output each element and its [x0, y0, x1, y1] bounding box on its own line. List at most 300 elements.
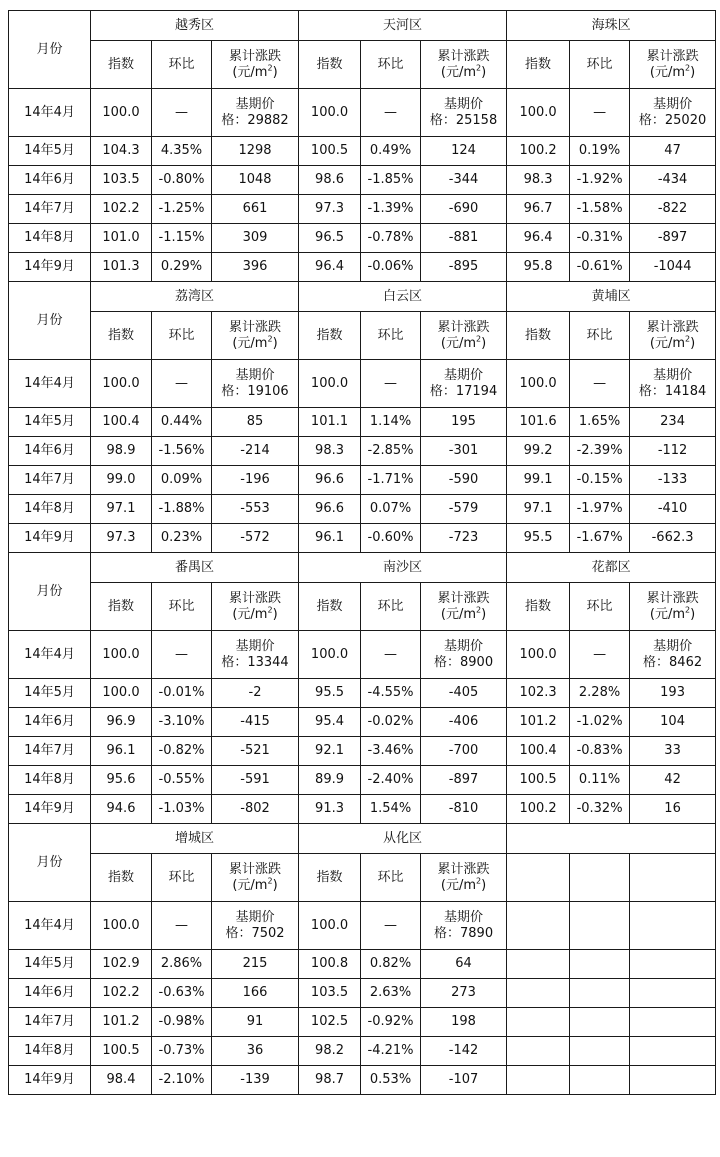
- base-price-label: 基期价: [444, 96, 484, 112]
- column-header-row: [9, 583, 716, 631]
- base-price-value: 格：29882: [221, 112, 289, 128]
- table-row: [9, 1037, 716, 1066]
- base-price-value: 格：13344: [221, 654, 289, 670]
- cumulative-change-cell: -196: [212, 466, 299, 495]
- index-cell: 96.5: [299, 224, 361, 253]
- region-name: 花都区: [507, 553, 716, 583]
- unit-label: (元/m: [649, 335, 686, 351]
- month-cell: 14年7月: [9, 1008, 91, 1037]
- table-row: [9, 495, 716, 524]
- mom-cell: —: [152, 89, 212, 137]
- mom-cell: -1.71%: [361, 466, 421, 495]
- cumulative-change-label: 累计涨跌: [229, 590, 282, 606]
- index-cell: 98.3: [299, 437, 361, 466]
- cumulative-change-cell: 47: [630, 137, 716, 166]
- mom-header: 环比: [152, 854, 212, 902]
- mom-cell: -2.39%: [570, 437, 630, 466]
- cumulative-change-cell: 215: [212, 950, 299, 979]
- mom-cell: -1.58%: [570, 195, 630, 224]
- base-price-value: 格：7890: [434, 925, 494, 941]
- index-cell: 95.5: [299, 679, 361, 708]
- cumulative-change-cell: 1048: [212, 166, 299, 195]
- mom-cell: —: [570, 89, 630, 137]
- mom-cell: —: [361, 902, 421, 950]
- cumulative-change-label: 累计涨跌: [437, 861, 490, 877]
- month-header: 月份: [9, 282, 91, 360]
- mom-cell: 0.11%: [570, 766, 630, 795]
- empty-cell: [507, 950, 570, 979]
- mom-cell: -3.46%: [361, 737, 421, 766]
- mom-cell: —: [570, 631, 630, 679]
- index-cell: 96.9: [91, 708, 152, 737]
- empty-cell: [630, 1066, 716, 1095]
- mom-cell: -0.06%: [361, 253, 421, 282]
- cumulative-change-cell: -723: [421, 524, 507, 553]
- unit-superscript: 2: [685, 605, 691, 615]
- base-price-cell: [212, 631, 299, 679]
- mom-cell: —: [361, 360, 421, 408]
- index-cell: 98.2: [299, 1037, 361, 1066]
- cumulative-change-header: [630, 583, 716, 631]
- base-price-label: 基期价: [235, 367, 275, 383]
- cumulative-change-cell: -142: [421, 1037, 507, 1066]
- index-cell: 100.4: [91, 408, 152, 437]
- index-cell: 100.0: [91, 679, 152, 708]
- mom-cell: —: [152, 902, 212, 950]
- cumulative-change-cell: -553: [212, 495, 299, 524]
- unit-superscript: 2: [476, 605, 482, 615]
- month-cell: 14年9月: [9, 1066, 91, 1095]
- month-cell: 14年7月: [9, 737, 91, 766]
- cumulative-change-cell: -112: [630, 437, 716, 466]
- unit-close: ): [272, 606, 278, 622]
- index-cell: 100.5: [299, 137, 361, 166]
- mom-header: 环比: [361, 583, 421, 631]
- base-price-label: 基期价: [444, 367, 484, 383]
- unit-label: (元/m: [649, 64, 686, 80]
- cumulative-change-cell: -662.3: [630, 524, 716, 553]
- index-cell: 100.0: [299, 902, 361, 950]
- mom-cell: —: [361, 631, 421, 679]
- base-price-label: 基期价: [653, 96, 693, 112]
- region-header-row: [9, 282, 716, 312]
- region-name: 天河区: [299, 11, 507, 41]
- cumulative-change-cell: 16: [630, 795, 716, 824]
- index-cell: 98.3: [507, 166, 570, 195]
- unit-superscript: 2: [685, 334, 691, 344]
- empty-cell: [507, 1037, 570, 1066]
- cumulative-change-label: 累计涨跌: [437, 48, 490, 64]
- index-cell: 100.5: [507, 766, 570, 795]
- column-header-row: [9, 41, 716, 89]
- mom-cell: 0.82%: [361, 950, 421, 979]
- cumulative-change-cell: 193: [630, 679, 716, 708]
- month-cell: 14年9月: [9, 795, 91, 824]
- mom-cell: -1.85%: [361, 166, 421, 195]
- month-cell: 14年9月: [9, 524, 91, 553]
- unit-label: (元/m: [232, 877, 268, 893]
- month-cell: 14年4月: [9, 902, 91, 950]
- table-row: [9, 224, 716, 253]
- column-header-row: [9, 312, 716, 360]
- mom-cell: -0.02%: [361, 708, 421, 737]
- index-cell: 102.9: [91, 950, 152, 979]
- mom-cell: —: [570, 360, 630, 408]
- index-cell: 100.0: [299, 89, 361, 137]
- mom-cell: —: [361, 89, 421, 137]
- index-header: 指数: [507, 583, 570, 631]
- unit-superscript: 2: [685, 63, 691, 73]
- mom-cell: 0.53%: [361, 1066, 421, 1095]
- cumulative-change-cell: -895: [421, 253, 507, 282]
- table-row: [9, 195, 716, 224]
- base-price-value: 格：25158: [429, 112, 498, 128]
- index-cell: 100.0: [507, 360, 570, 408]
- month-cell: 14年6月: [9, 708, 91, 737]
- month-cell: 14年7月: [9, 466, 91, 495]
- index-cell: 96.6: [299, 495, 361, 524]
- empty-cell: [570, 979, 630, 1008]
- cumulative-change-cell: -133: [630, 466, 716, 495]
- index-cell: 94.6: [91, 795, 152, 824]
- region-name: 白云区: [299, 282, 507, 312]
- base-price-label: 基期价: [444, 909, 484, 925]
- mom-header: 环比: [152, 41, 212, 89]
- table-row: [9, 89, 716, 137]
- cumulative-change-label: 累计涨跌: [229, 48, 282, 64]
- index-cell: 99.2: [507, 437, 570, 466]
- cumulative-change-label: 累计涨跌: [437, 590, 490, 606]
- unit-close: ): [690, 606, 696, 622]
- month-cell: 14年5月: [9, 137, 91, 166]
- price-index-table-container: [8, 10, 715, 1143]
- mom-header: 环比: [361, 854, 421, 902]
- cumulative-change-label: 累计涨跌: [437, 319, 490, 335]
- base-price-value: 格：8900: [434, 654, 494, 670]
- month-cell: 14年5月: [9, 408, 91, 437]
- month-header: 月份: [9, 553, 91, 631]
- table-row: [9, 1008, 716, 1037]
- unit-superscript: 2: [267, 334, 273, 344]
- index-cell: 96.4: [299, 253, 361, 282]
- cumulative-change-cell: -410: [630, 495, 716, 524]
- cumulative-change-header: [212, 583, 299, 631]
- index-header: 指数: [91, 583, 152, 631]
- unit-label: (元/m: [232, 335, 268, 351]
- index-cell: 89.9: [299, 766, 361, 795]
- mom-cell: -1.67%: [570, 524, 630, 553]
- cumulative-change-label: 累计涨跌: [229, 319, 282, 335]
- base-price-cell: [421, 902, 507, 950]
- table-row: [9, 631, 716, 679]
- month-cell: 14年8月: [9, 766, 91, 795]
- base-price-cell: [212, 360, 299, 408]
- mom-cell: -1.88%: [152, 495, 212, 524]
- table-row: [9, 253, 716, 282]
- mom-cell: -2.10%: [152, 1066, 212, 1095]
- index-cell: 98.4: [91, 1066, 152, 1095]
- index-cell: 100.0: [507, 631, 570, 679]
- cumulative-change-cell: -897: [630, 224, 716, 253]
- table-row: [9, 766, 716, 795]
- table-row: [9, 524, 716, 553]
- cumulative-change-cell: 198: [421, 1008, 507, 1037]
- empty-cell: [630, 1037, 716, 1066]
- mom-cell: 0.49%: [361, 137, 421, 166]
- base-price-cell: [421, 360, 507, 408]
- base-price-value: 格：17194: [429, 383, 498, 399]
- unit-superscript: 2: [476, 334, 482, 344]
- month-cell: 14年8月: [9, 224, 91, 253]
- cumulative-change-cell: -214: [212, 437, 299, 466]
- base-price-value: 格：14184: [638, 383, 707, 399]
- mom-cell: -1.02%: [570, 708, 630, 737]
- region-name: 从化区: [299, 824, 507, 854]
- mom-cell: -0.98%: [152, 1008, 212, 1037]
- cumulative-change-cell: 104: [630, 708, 716, 737]
- region-name: 黄埔区: [507, 282, 716, 312]
- index-cell: 98.9: [91, 437, 152, 466]
- cumulative-change-cell: 42: [630, 766, 716, 795]
- cumulative-change-label: 累计涨跌: [646, 48, 699, 64]
- index-cell: 96.7: [507, 195, 570, 224]
- mom-header: 环比: [361, 312, 421, 360]
- region-name: 南沙区: [299, 553, 507, 583]
- index-cell: 97.3: [91, 524, 152, 553]
- cumulative-change-cell: -2: [212, 679, 299, 708]
- cumulative-change-cell: -590: [421, 466, 507, 495]
- cumulative-change-label: 累计涨跌: [646, 590, 699, 606]
- cumulative-change-header: [212, 41, 299, 89]
- unit-superscript: 2: [476, 63, 482, 73]
- base-price-cell: [212, 89, 299, 137]
- table-row: [9, 902, 716, 950]
- empty-cell: [630, 979, 716, 1008]
- index-cell: 95.4: [299, 708, 361, 737]
- index-cell: 98.6: [299, 166, 361, 195]
- unit-label: (元/m: [440, 335, 477, 351]
- mom-header: 环比: [570, 583, 630, 631]
- index-cell: 100.0: [91, 902, 152, 950]
- unit-label: (元/m: [440, 877, 477, 893]
- table-row: [9, 466, 716, 495]
- mom-cell: 2.86%: [152, 950, 212, 979]
- table-row: [9, 166, 716, 195]
- month-cell: 14年7月: [9, 195, 91, 224]
- cumulative-change-header: [421, 312, 507, 360]
- cumulative-change-cell: 396: [212, 253, 299, 282]
- index-header: 指数: [299, 41, 361, 89]
- month-header: 月份: [9, 824, 91, 902]
- unit-close: ): [272, 877, 278, 893]
- month-cell: 14年6月: [9, 437, 91, 466]
- mom-cell: -1.39%: [361, 195, 421, 224]
- empty-cell: [570, 1008, 630, 1037]
- index-cell: 97.3: [299, 195, 361, 224]
- empty-cell: [507, 979, 570, 1008]
- mom-cell: -0.60%: [361, 524, 421, 553]
- empty-cell: [570, 854, 630, 902]
- index-header: 指数: [299, 583, 361, 631]
- unit-superscript: 2: [267, 63, 273, 73]
- cumulative-change-cell: -897: [421, 766, 507, 795]
- empty-cell: [507, 902, 570, 950]
- index-cell: 91.3: [299, 795, 361, 824]
- month-cell: 14年8月: [9, 1037, 91, 1066]
- index-cell: 101.6: [507, 408, 570, 437]
- mom-header: 环比: [570, 41, 630, 89]
- cumulative-change-cell: 234: [630, 408, 716, 437]
- mom-cell: 1.14%: [361, 408, 421, 437]
- base-price-value: 格：7502: [225, 925, 285, 941]
- mom-header: 环比: [361, 41, 421, 89]
- table-row: [9, 360, 716, 408]
- base-price-label: 基期价: [235, 909, 275, 925]
- table-row: [9, 408, 716, 437]
- cumulative-change-cell: -700: [421, 737, 507, 766]
- index-cell: 101.0: [91, 224, 152, 253]
- index-cell: 102.2: [91, 979, 152, 1008]
- unit-label: (元/m: [232, 606, 268, 622]
- unit-close: ): [690, 64, 696, 80]
- unit-superscript: 2: [267, 605, 273, 615]
- cumulative-change-cell: -301: [421, 437, 507, 466]
- mom-cell: -0.63%: [152, 979, 212, 1008]
- mom-cell: -0.61%: [570, 253, 630, 282]
- region-name: 番禺区: [91, 553, 299, 583]
- month-cell: 14年6月: [9, 166, 91, 195]
- mom-cell: 0.07%: [361, 495, 421, 524]
- index-cell: 96.6: [299, 466, 361, 495]
- mom-cell: -0.01%: [152, 679, 212, 708]
- month-cell: 14年5月: [9, 950, 91, 979]
- cumulative-change-cell: 661: [212, 195, 299, 224]
- index-cell: 100.2: [507, 137, 570, 166]
- unit-close: ): [481, 606, 487, 622]
- table-row: [9, 437, 716, 466]
- table-row: [9, 950, 716, 979]
- mom-cell: -0.55%: [152, 766, 212, 795]
- cumulative-change-cell: -579: [421, 495, 507, 524]
- index-cell: 92.1: [299, 737, 361, 766]
- index-header: 指数: [91, 312, 152, 360]
- index-cell: 100.4: [507, 737, 570, 766]
- cumulative-change-header: [212, 312, 299, 360]
- cumulative-change-cell: 91: [212, 1008, 299, 1037]
- cumulative-change-cell: 36: [212, 1037, 299, 1066]
- cumulative-change-cell: -139: [212, 1066, 299, 1095]
- mom-cell: -4.21%: [361, 1037, 421, 1066]
- index-cell: 100.0: [91, 631, 152, 679]
- empty-cell: [570, 1037, 630, 1066]
- unit-label: (元/m: [440, 64, 477, 80]
- mom-cell: -1.03%: [152, 795, 212, 824]
- index-cell: 102.5: [299, 1008, 361, 1037]
- cumulative-change-cell: 1298: [212, 137, 299, 166]
- mom-cell: -0.31%: [570, 224, 630, 253]
- month-cell: 14年6月: [9, 979, 91, 1008]
- table-row: [9, 979, 716, 1008]
- empty-cell: [630, 854, 716, 902]
- cumulative-change-header: [421, 854, 507, 902]
- cumulative-change-header: [630, 312, 716, 360]
- index-cell: 100.5: [91, 1037, 152, 1066]
- cumulative-change-cell: -572: [212, 524, 299, 553]
- cumulative-change-cell: -1044: [630, 253, 716, 282]
- mom-cell: -1.15%: [152, 224, 212, 253]
- table-row: [9, 795, 716, 824]
- mom-cell: —: [152, 631, 212, 679]
- region-name: 荔湾区: [91, 282, 299, 312]
- region-header-row: [9, 553, 716, 583]
- cumulative-change-cell: 64: [421, 950, 507, 979]
- index-cell: 96.1: [91, 737, 152, 766]
- price-index-table: [8, 10, 716, 1095]
- table-row: [9, 737, 716, 766]
- mom-cell: -4.55%: [361, 679, 421, 708]
- mom-cell: -3.10%: [152, 708, 212, 737]
- index-header: 指数: [507, 312, 570, 360]
- base-price-cell: [630, 360, 716, 408]
- base-price-label: 基期价: [235, 96, 275, 112]
- mom-cell: -0.73%: [152, 1037, 212, 1066]
- cumulative-change-header: [421, 41, 507, 89]
- base-price-cell: [212, 902, 299, 950]
- base-price-label: 基期价: [653, 638, 693, 654]
- mom-cell: -0.32%: [570, 795, 630, 824]
- cumulative-change-cell: -521: [212, 737, 299, 766]
- index-cell: 97.1: [91, 495, 152, 524]
- month-cell: 14年4月: [9, 360, 91, 408]
- mom-cell: -0.82%: [152, 737, 212, 766]
- index-cell: 102.3: [507, 679, 570, 708]
- cumulative-change-cell: -344: [421, 166, 507, 195]
- table-row: [9, 1066, 716, 1095]
- cumulative-change-cell: -802: [212, 795, 299, 824]
- empty-cell: [507, 1066, 570, 1095]
- region-name: 海珠区: [507, 11, 716, 41]
- index-header: 指数: [299, 312, 361, 360]
- cumulative-change-cell: 195: [421, 408, 507, 437]
- empty-cell: [570, 1066, 630, 1095]
- mom-cell: -2.40%: [361, 766, 421, 795]
- mom-cell: -1.92%: [570, 166, 630, 195]
- unit-close: ): [481, 877, 487, 893]
- cumulative-change-label: 累计涨跌: [646, 319, 699, 335]
- index-cell: 100.8: [299, 950, 361, 979]
- empty-cell: [630, 950, 716, 979]
- mom-cell: 0.19%: [570, 137, 630, 166]
- column-header-row: [9, 854, 716, 902]
- base-price-cell: [630, 631, 716, 679]
- base-price-cell: [421, 631, 507, 679]
- index-cell: 97.1: [507, 495, 570, 524]
- index-cell: 96.1: [299, 524, 361, 553]
- index-cell: 100.0: [91, 360, 152, 408]
- mom-header: 环比: [152, 312, 212, 360]
- index-header: 指数: [91, 41, 152, 89]
- base-price-label: 基期价: [653, 367, 693, 383]
- cumulative-change-cell: -415: [212, 708, 299, 737]
- unit-close: ): [272, 335, 278, 351]
- cumulative-change-cell: -810: [421, 795, 507, 824]
- unit-close: ): [272, 64, 278, 80]
- mom-cell: 0.29%: [152, 253, 212, 282]
- unit-close: ): [481, 335, 487, 351]
- table-row: [9, 679, 716, 708]
- index-cell: 101.3: [91, 253, 152, 282]
- unit-label: (元/m: [649, 606, 686, 622]
